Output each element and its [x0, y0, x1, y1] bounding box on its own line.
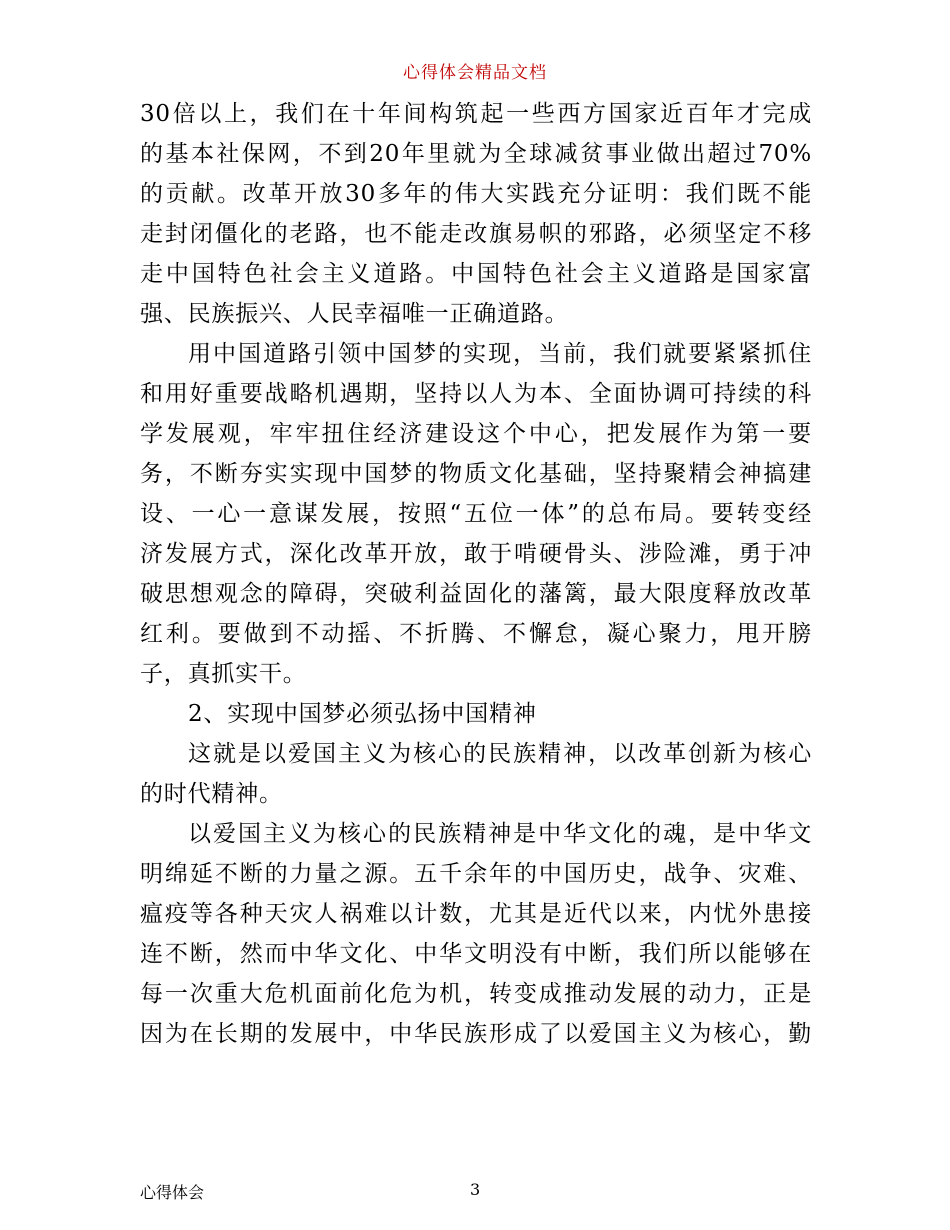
document-body: [140, 94, 812, 1054]
body-line: 设、一心一意谋发展，按照“五位一体”的总布局。要转变经: [140, 501, 812, 527]
body-line: 学发展观，牢牢扭住经济建设这个中心，把发展作为第一要: [140, 421, 812, 447]
page-header-title: 心得体会精品文档: [403, 63, 547, 83]
body-line: 济发展方式，深化改革开放，敢于啃硬骨头、涉险滩，勇于冲: [140, 541, 812, 567]
body-line: 用中国道路引领中国梦的实现，当前，我们就要紧紧抓住: [188, 341, 812, 367]
body-line: 破思想观念的障碍，突破利益固化的藩篱，最大限度释放改革: [140, 581, 812, 607]
body-line: 务，不断夯实实现中国梦的物质文化基础，坚持聚精会神搞建: [140, 461, 812, 487]
body-line: 走中国特色社会主义道路。中国特色社会主义道路是国家富: [140, 261, 812, 287]
body-line: 强、民族振兴、人民幸福唯一正确道路。: [140, 301, 569, 327]
body-line: 的基本社保网，不到20年里就为全球减贫事业做出超过70%: [140, 141, 812, 167]
page-number: 3: [470, 1180, 481, 1199]
body-line: 走封闭僵化的老路，也不能走改旗易帜的邪路，必须坚定不移: [140, 221, 812, 247]
body-line: 连不断，然而中华文化、中华文明没有中断，我们所以能够在: [140, 941, 812, 967]
body-line: 子，真抓实干。: [140, 661, 307, 687]
body-line: 以爱国主义为核心的民族精神是中华文化的魂，是中华文: [188, 821, 812, 847]
body-line: 每一次重大危机面前化危为机，转变成推动发展的动力，正是: [140, 981, 812, 1007]
footer-label: 心得体会: [140, 1183, 205, 1202]
body-line: 因为在长期的发展中，中华民族形成了以爱国主义为核心，勤: [140, 1021, 812, 1047]
body-line: 的贡献。改革开放30多年的伟大实践充分证明：我们既不能: [140, 181, 812, 207]
body-line: 明绵延不断的力量之源。五千余年的中国历史，战争、灾难、: [140, 861, 812, 887]
body-line: 这就是以爱国主义为核心的民族精神，以改革创新为核心: [188, 741, 812, 767]
body-line: 的时代精神。: [140, 781, 283, 807]
body-line: 红利。要做到不动摇、不折腾、不懈怠，凝心聚力，甩开膀: [140, 621, 812, 647]
body-line: 30倍以上，我们在十年间构筑起一些西方国家近百年才完成: [140, 101, 812, 127]
section-heading: 2、实现中国梦必须弘扬中国精神: [188, 701, 537, 727]
body-line: 瘟疫等各种天灾人祸难以计数，尤其是近代以来，内忧外患接: [140, 901, 812, 927]
body-line: 和用好重要战略机遇期，坚持以人为本、全面协调可持续的科: [140, 381, 812, 407]
